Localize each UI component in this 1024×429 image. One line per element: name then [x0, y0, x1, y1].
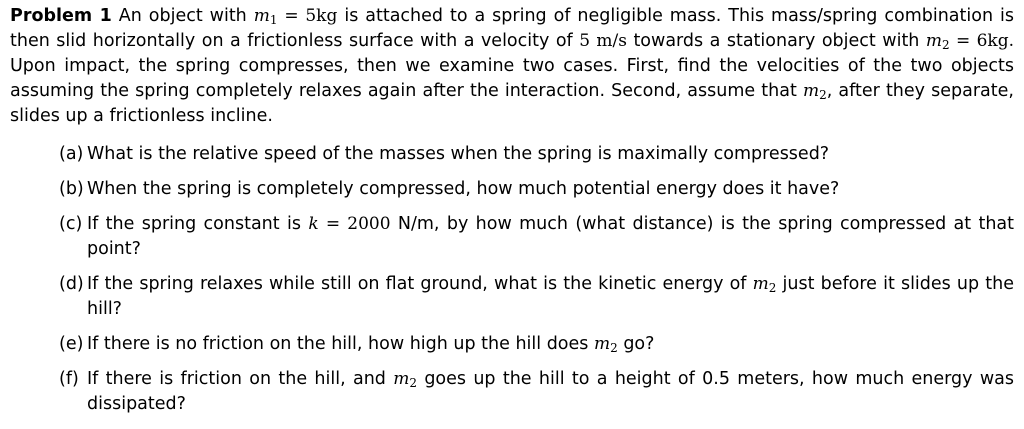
- question-e: [10, 332, 1014, 357]
- math-m1: $m_1 = 5kg$: [253, 6, 338, 27]
- question-text: If there is friction on the hill, and $m_2$ goes up the hill to a height of 0.5 meters, how much energy was dissipated?: [87, 369, 1014, 414]
- question-text: If the spring relaxes while still on flat ground, what is the kinetic energy of $m_2$ just before it slides up the hill?: [87, 274, 1014, 319]
- question-list: [10, 142, 1014, 417]
- question-label: (e): [59, 334, 84, 354]
- math-m2: $m_2 = 6kg$.: [925, 31, 1014, 52]
- math-velocity: 5 m/s: [579, 31, 627, 51]
- statement-text: is attached to a spring of negligible mass. This mass/spring combination is then slid horizontally on a frictionless surface with a velocity of: [10, 6, 1014, 51]
- problem-statement: [10, 4, 1014, 129]
- statement-text: , after they separate, slides up a frictionless incline.: [10, 81, 1014, 126]
- question-text: If the spring constant is k = 2000 N/m, by how much (what distance) is the spring compressed at that point?: [87, 214, 1014, 259]
- question-label: (f): [59, 369, 79, 389]
- math-m2: $m_2$: [752, 274, 777, 295]
- question-f: [10, 367, 1014, 417]
- question-c: [10, 212, 1014, 262]
- math-m2: $m_2$: [393, 369, 417, 390]
- question-text: When the spring is completely compressed, how much potential energy does it have?: [87, 179, 840, 199]
- math-m2-ref: $m_2$: [802, 81, 827, 102]
- math-m2: $m_2$: [593, 334, 618, 355]
- question-label: (d): [59, 274, 84, 294]
- question-text: If there is no friction on the hill, how high up the hill does $m_2$ go?: [87, 334, 655, 355]
- problem-heading: Problem 1: [10, 6, 112, 26]
- question-b: [10, 177, 1014, 202]
- question-label: (c): [59, 214, 83, 234]
- question-text: What is the relative speed of the masses when the spring is maximally compressed?: [87, 144, 830, 164]
- statement-text: towards a stationary object with: [633, 31, 920, 51]
- statement-text: Upon impact, the spring compresses, then we examine two cases. First, find the velocities of the two objects assuming the spring completely relaxes again after the interaction. Second, assume that: [10, 56, 1014, 101]
- statement-text: An object with: [118, 6, 247, 26]
- question-label: (b): [59, 179, 84, 199]
- question-label: (a): [59, 144, 84, 164]
- question-d: [10, 272, 1014, 322]
- math-k: k = 2000: [308, 214, 391, 234]
- question-a: [10, 142, 1014, 167]
